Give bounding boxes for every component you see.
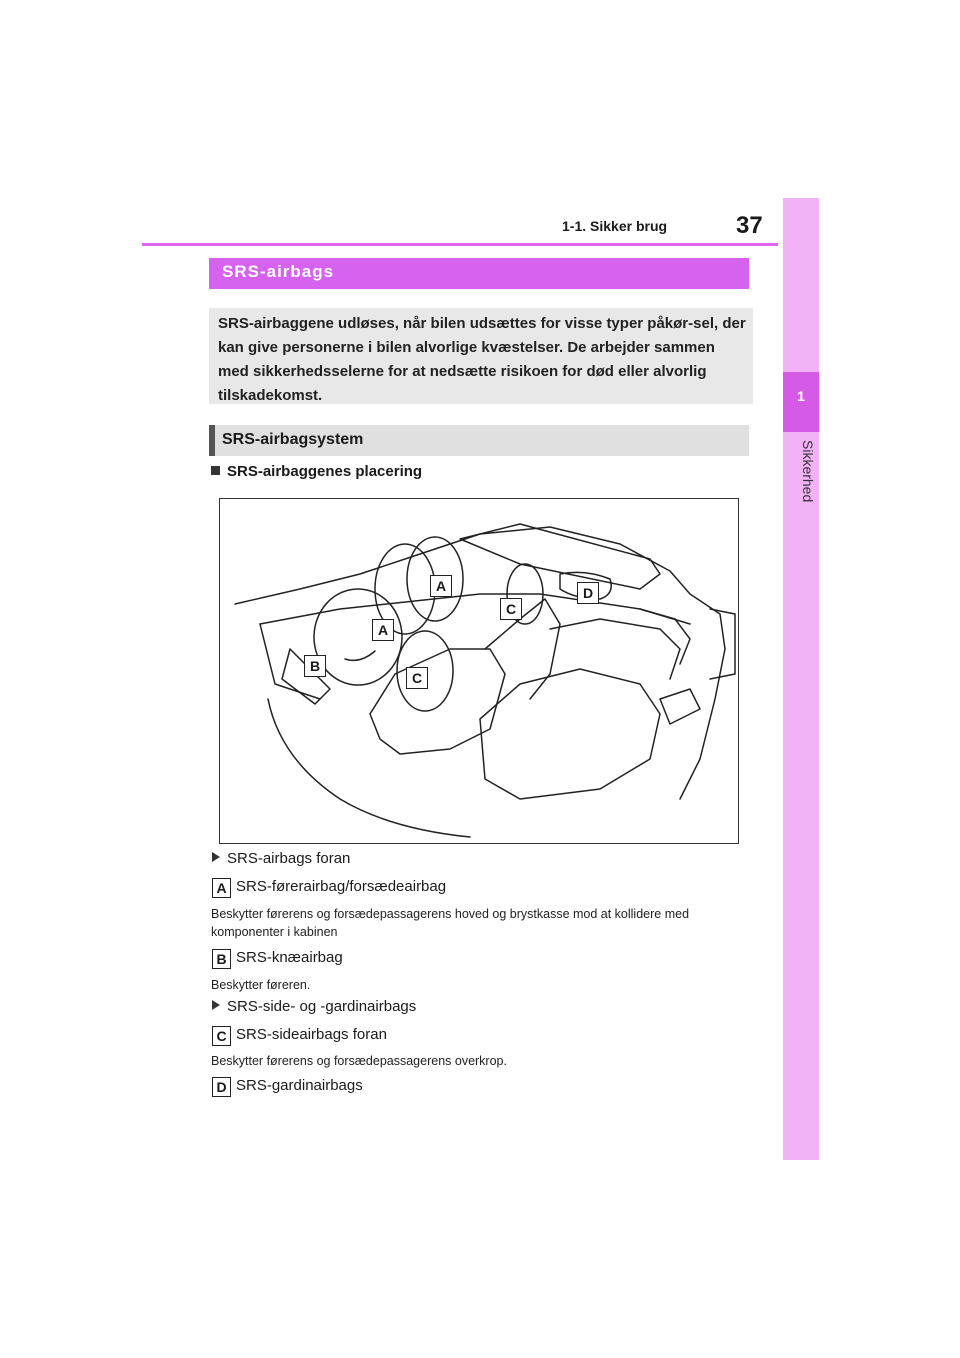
entry-label: SRS-gardinairbags bbox=[236, 1077, 363, 1094]
section-title: SRS-side- og -gardinairbags bbox=[227, 998, 417, 1015]
side-tab-number: 1 bbox=[797, 388, 805, 404]
page-number: 37 bbox=[736, 212, 763, 239]
entry-a-desc: Beskytter førerens og forsædepassagerens hoved og brystkasse mod at kollidere med komponenter i kabinen bbox=[211, 907, 690, 939]
page-title: SRS-airbags bbox=[222, 262, 335, 281]
entry-b-desc: Beskytter føreren. bbox=[211, 978, 311, 992]
side-tab-label: Sikkerhed bbox=[800, 440, 816, 503]
floor-outline bbox=[268, 699, 470, 837]
callout-c-right: C bbox=[500, 598, 522, 620]
callout-c-left: C bbox=[406, 667, 428, 689]
rear-seat bbox=[480, 669, 660, 799]
square-bullet-icon bbox=[211, 466, 220, 475]
entry-b bbox=[212, 949, 343, 969]
entry-c-desc: Beskytter førerens og forsædepassagerens overkrop. bbox=[211, 1054, 507, 1068]
callout-d: D bbox=[577, 582, 599, 604]
entry-label: SRS-knæairbag bbox=[236, 949, 343, 966]
triangle-bullet-icon bbox=[212, 852, 220, 862]
section-front-airbags bbox=[212, 850, 350, 867]
letter-c-box: C bbox=[212, 1026, 231, 1046]
placement-heading bbox=[211, 463, 422, 480]
header-rule bbox=[142, 243, 778, 246]
letter-a-box: A bbox=[212, 878, 231, 898]
callout-b: B bbox=[304, 655, 326, 677]
airbag-figure bbox=[219, 498, 739, 844]
callout-a-driver: A bbox=[372, 619, 394, 641]
subheading: SRS-airbagsystem bbox=[222, 431, 364, 448]
side-tab bbox=[783, 198, 819, 1160]
front-seat-left bbox=[370, 649, 505, 754]
entry-label: SRS-førerairbag/forsædeairbag bbox=[236, 878, 447, 895]
section-side-airbags bbox=[212, 998, 416, 1015]
section-label: 1-1. Sikker brug bbox=[562, 218, 668, 234]
entry-d bbox=[212, 1077, 363, 1097]
section-title: SRS-airbags foran bbox=[227, 850, 351, 867]
callout-a-passenger: A bbox=[430, 575, 452, 597]
entry-a bbox=[212, 878, 446, 898]
letter-d-box: D bbox=[212, 1077, 231, 1097]
triangle-bullet-icon bbox=[212, 1000, 220, 1010]
letter-b-box: B bbox=[212, 949, 231, 969]
entry-label: SRS-sideairbags foran bbox=[236, 1026, 387, 1043]
car-interior-illustration bbox=[220, 499, 738, 843]
placement-heading-text: SRS-airbaggenes placering bbox=[227, 463, 423, 480]
intro-text: SRS-airbaggene udløses, når bilen udsættes for visse typer påkør-sel, der kan give personerne i bilen alvorlige kvæstelser. De arbejder sammen med sikkerhedsselerne for at nedsætte risikoen for død eller alvorlig tilskadekomst. bbox=[218, 315, 746, 404]
dashboard bbox=[260, 594, 690, 624]
entry-c bbox=[212, 1026, 387, 1046]
